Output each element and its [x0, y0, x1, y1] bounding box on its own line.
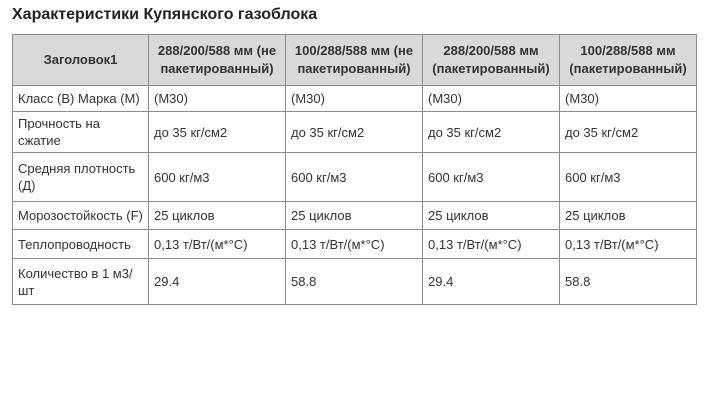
table-cell: до 35 кг/см2 [286, 112, 423, 153]
table-cell: 25 циклов [560, 202, 697, 230]
spec-table [12, 34, 697, 305]
table-cell: 0,13 т/Вт/(м*°С) [149, 230, 286, 259]
table-row [13, 202, 697, 230]
table-row [13, 230, 697, 259]
table-cell: 29.4 [423, 259, 560, 305]
table-cell: 58.8 [286, 259, 423, 305]
table-cell: 25 циклов [286, 202, 423, 230]
header-cell: 100/288/588 мм (пакетированный) [560, 35, 697, 86]
table-cell: 600 кг/м3 [286, 153, 423, 202]
table-cell: 600 кг/м3 [149, 153, 286, 202]
table-cell: 0,13 т/Вт/(м*°С) [423, 230, 560, 259]
table-cell: (М30) [286, 86, 423, 112]
table-cell: 25 циклов [423, 202, 560, 230]
table-row [13, 153, 697, 202]
row-label: Морозостойкость (F) [13, 202, 149, 230]
table-cell: (М30) [149, 86, 286, 112]
table-cell: 58.8 [560, 259, 697, 305]
header-cell: 288/200/588 мм (не пакетированный) [149, 35, 286, 86]
header-cell: Заголовок1 [13, 35, 149, 86]
page-title: Характеристики Купянского газоблока [12, 6, 318, 23]
header-cell: 100/288/588 мм (не пакетированный) [286, 35, 423, 86]
table-cell: до 35 кг/см2 [560, 112, 697, 153]
table-cell: 600 кг/м3 [560, 153, 697, 202]
table-cell: (М30) [560, 86, 697, 112]
table-cell: 29.4 [149, 259, 286, 305]
table-row [13, 112, 697, 153]
row-label: Прочность на сжатие [13, 112, 149, 153]
row-label: Средняя плотность (Д) [13, 153, 149, 202]
table-cell: до 35 кг/см2 [149, 112, 286, 153]
table-row [13, 259, 697, 305]
row-label: Класс (В) Марка (М) [13, 86, 149, 112]
table-row [13, 86, 697, 112]
table-cell: 0,13 т/Вт/(м*°С) [286, 230, 423, 259]
table-cell: 0,13 т/Вт/(м*°С) [560, 230, 697, 259]
header-cell: 288/200/588 мм (пакетированный) [423, 35, 560, 86]
row-label: Теплопроводность [13, 230, 149, 259]
row-label: Количество в 1 м3/шт [13, 259, 149, 305]
table-cell: (М30) [423, 86, 560, 112]
table-cell: 600 кг/м3 [423, 153, 560, 202]
table-cell: до 35 кг/см2 [423, 112, 560, 153]
table-cell: 25 циклов [149, 202, 286, 230]
table-header-row [13, 35, 697, 86]
